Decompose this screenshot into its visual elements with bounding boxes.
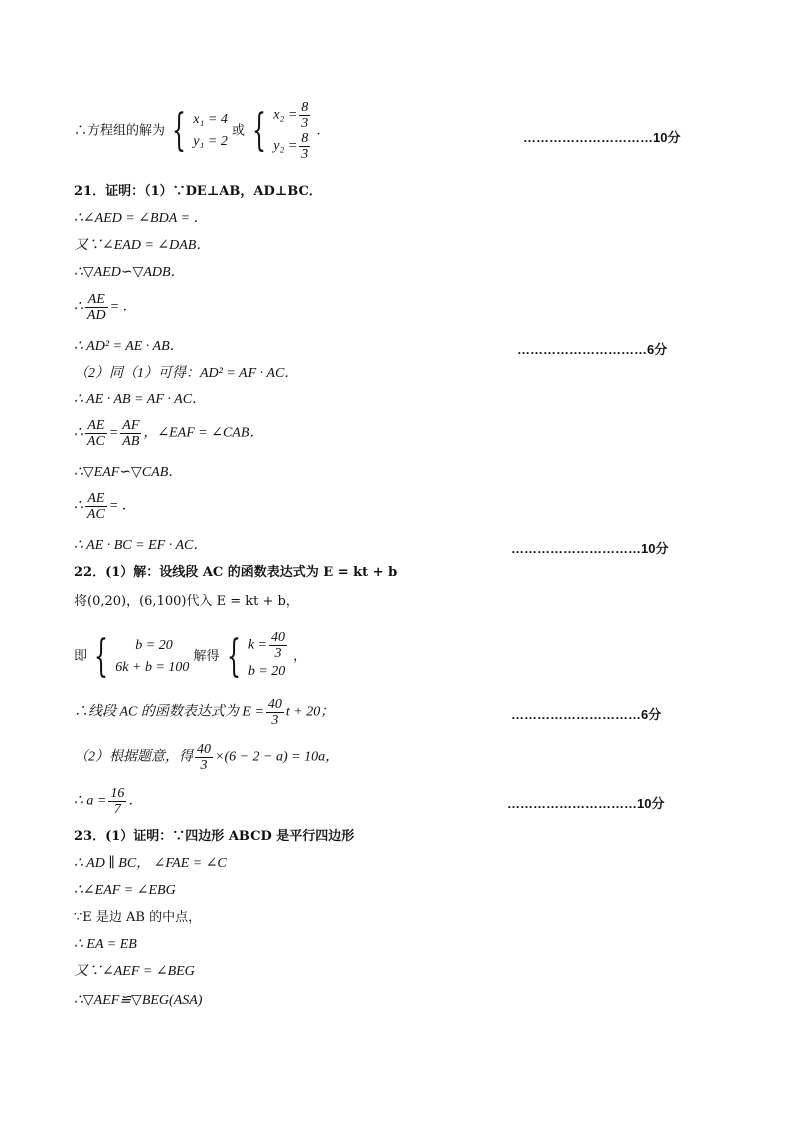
fraction: $\frac{AE}{AD}$: [86, 292, 106, 323]
q23-line-4: ∵E 是边 AB 的中点，: [74, 910, 202, 925]
system-1-row-x: x₁ = 4: [193, 112, 228, 127]
or-text: 或: [231, 123, 245, 139]
system-2-row-x: x₂ = $\frac{8}{3}$: [273, 100, 309, 131]
solution-end: .: [316, 123, 321, 139]
q21-line-9: ∴ $\frac{AE}{AC}$ = $\frac{AF}{AB}$ ，∠EAF = ∠CAB．: [74, 418, 264, 449]
q21-line-7: （2）同（1）可得：AD² = AF · AC．: [74, 366, 299, 381]
q21-line-11: ∴ $\frac{AE}{AC}$ = ．: [74, 491, 136, 522]
fraction: $\frac{AE}{AC}$: [86, 491, 105, 522]
q23-line-7: ∴▽AEF≌▽BEG(ASA): [74, 993, 203, 1008]
q22-line-4: ∴线段 AC 的函数表达式为 E = $\frac{40}{3}$ t + 20；: [74, 697, 335, 728]
score-10: …………………………10分: [523, 130, 681, 145]
system-1-row-y: y₁ = 2: [193, 134, 228, 149]
q23-line-2: ∴ AD ∥ BC， ∠FAE = ∠C: [74, 856, 227, 871]
q21-line-4: ∴▽AED∽▽ADB．: [74, 265, 185, 280]
score-10: …………………………10分: [511, 541, 669, 556]
system-2: [273, 100, 312, 162]
q23-line-3: ∴∠EAF = ∠EBG: [74, 883, 176, 898]
q21-line-10: ∴▽EAF∽▽CAB．: [74, 465, 183, 480]
system-2-row-y: y₂ = $\frac{8}{3}$: [273, 131, 309, 162]
q22-line-6: ∴ a = $\frac{16}{7}$ ．: [74, 786, 143, 817]
fraction: $\frac{AF}{AB}$: [122, 418, 140, 449]
q23-line-6: 又∵∠AEF = ∠BEG: [74, 964, 195, 979]
q23-line-1: 23．(1）证明：∵四边形 ABCD 是平行四边形: [74, 829, 355, 844]
q21-title: 21．证明：（1）∵DE⊥AB，AD⊥BC．: [74, 184, 322, 199]
solution-prefix: ∴方程组的解为: [74, 123, 166, 139]
score-6: …………………………6分: [511, 707, 662, 722]
q22-line-3: 即 { b = 20 6k + b = 100 解得 { k = $\frac{40}{3}$ b = 20 ，: [74, 630, 307, 682]
fraction: $\frac{40}{3}$: [197, 742, 211, 773]
q22-line-2: 将(0,20)，(6,100)代入 E = kt + b，: [74, 594, 299, 609]
left-brace: {: [252, 105, 267, 156]
q22-line-1: 22．(1）解：设线段 AC 的函数表达式为 E = kt + b: [74, 565, 398, 580]
q22-line-5: （2）根据题意，得 $\frac{40}{3}$ ×(6 − 2 − a) = 10a，: [74, 742, 340, 773]
score-6: …………………………6分: [517, 342, 668, 357]
system-eq: b = 20 6k + b = 100: [115, 637, 190, 675]
q21-line-5: ∴ $\frac{AE}{AD}$ = ．: [74, 292, 137, 323]
system-solution: k = $\frac{40}{3}$ b = 20: [247, 630, 286, 679]
q21-line-8: ∴ AE · AB = AF · AC．: [74, 392, 207, 407]
solution-line: [74, 100, 321, 162]
q21-line-12: ∴ AE · BC = EF · AC．: [74, 538, 208, 553]
fraction: $\frac{16}{7}$: [110, 786, 125, 817]
left-brace: {: [226, 630, 241, 682]
score-10: …………………………10分: [507, 796, 665, 811]
q21-line-3: 又∵∠EAD = ∠DAB．: [74, 238, 211, 253]
left-brace: {: [94, 630, 109, 682]
fraction: $\frac{AE}{AC}$: [86, 418, 105, 449]
q23-line-5: ∴ EA = EB: [74, 937, 137, 952]
fraction: $\frac{40}{3}$: [267, 697, 282, 728]
q21-line-2: ∴∠AED = ∠BDA = ．: [74, 211, 208, 226]
q21-line-6: ∴ AD² = AE · AB．: [74, 339, 184, 354]
system-1: [193, 109, 228, 153]
left-brace: {: [172, 105, 187, 156]
